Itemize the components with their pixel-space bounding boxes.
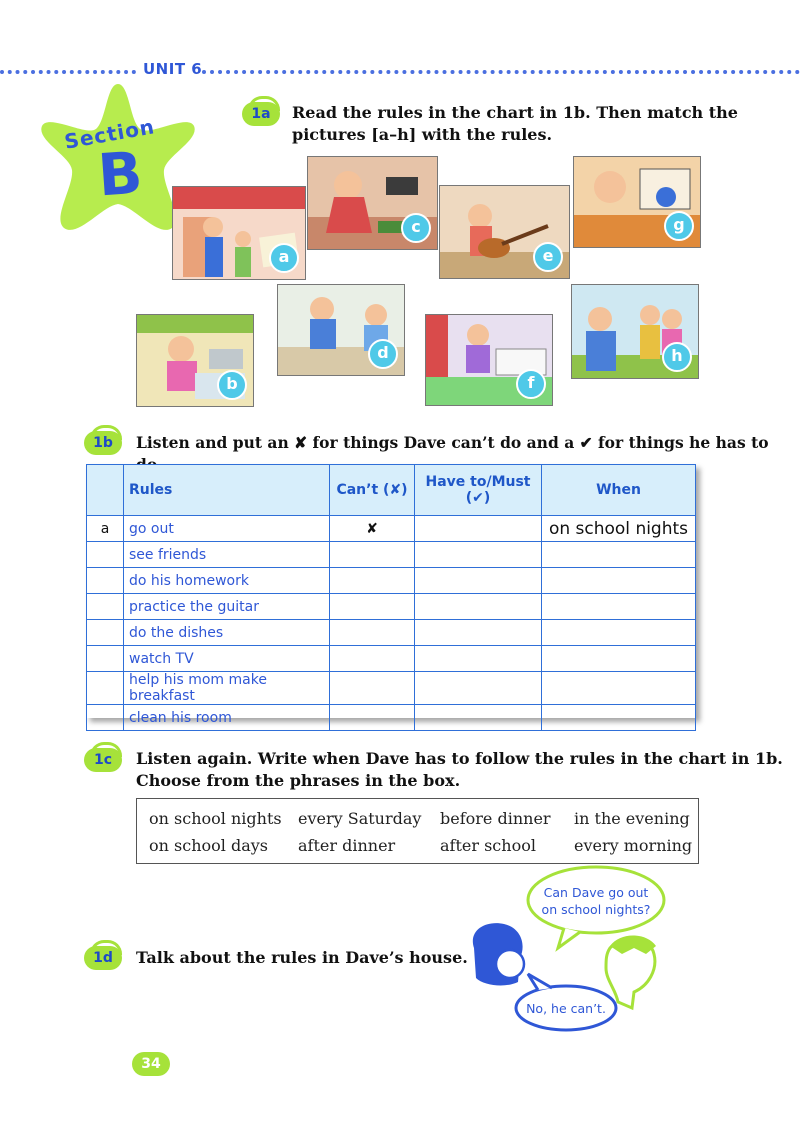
picture-e-tag: e [533,242,563,272]
activity-1c-line2: Choose from the phrases in the box. [136,771,461,790]
page-number: 34 [132,1052,170,1076]
header-dotted-line-right [202,70,800,74]
picture-c [307,156,438,250]
row-rule: help his mom make breakfast [124,672,330,705]
picture-b-tag: b [217,370,247,400]
row-rule: do his homework [124,568,330,594]
phrase-item: after dinner [298,836,396,855]
row-cant-cell[interactable] [330,568,415,594]
picture-g [573,156,701,248]
activity-1c-badge: 1c [84,748,122,772]
unit-label: UNIT 6 [143,60,203,78]
rules-table-wrap [86,464,696,726]
activity-1a-instruction [292,102,738,146]
row-when-cell[interactable] [542,646,696,672]
phrase-item: every Saturday [298,809,422,828]
phrase-item: after school [440,836,536,855]
picture-h [571,284,699,379]
header-when: When [542,465,696,516]
picture-a [172,186,306,280]
header-have-line2: (✔) [465,490,491,506]
row-rule: practice the guitar [124,594,330,620]
row-when-cell[interactable] [542,672,696,705]
table-row [87,672,696,705]
header-letter [87,465,124,516]
header-rules: Rules [124,465,330,516]
row-letter [87,620,124,646]
section-word: Section [62,114,157,154]
phrase-item: in the evening [574,809,690,828]
row-cant-cell[interactable] [330,620,415,646]
phrase-box [136,798,699,864]
row-letter: a [87,516,124,542]
row-have-cell[interactable] [415,542,542,568]
row-when-cell[interactable] [542,594,696,620]
picture-g-tag: g [664,211,694,241]
row-when-cell[interactable]: on school nights [542,516,696,542]
header-have-to [415,465,542,516]
activity-1c-line1: Listen again. Write when Dave has to follow the rules in the chart in 1b. [136,749,783,768]
row-cant-cell[interactable] [330,705,415,731]
answer-bubble-text: No, he can’t. [526,1001,606,1016]
row-letter [87,542,124,568]
table-row [87,542,696,568]
row-have-cell[interactable] [415,594,542,620]
row-rule: watch TV [124,646,330,672]
row-have-cell[interactable] [415,646,542,672]
activity-1d-badge: 1d [84,946,122,970]
rules-table-header [87,465,696,516]
activity-1a-line2: pictures [a–h] with the rules. [292,125,553,144]
row-have-cell[interactable] [415,620,542,646]
activity-1a-badge: 1a [242,102,280,126]
table-row [87,646,696,672]
row-have-cell[interactable] [415,705,542,731]
phrase-item: every morning [574,836,693,855]
row-have-cell[interactable] [415,516,542,542]
table-row [87,594,696,620]
row-rule: see friends [124,542,330,568]
picture-c-tag: c [401,213,431,243]
row-when-cell[interactable] [542,542,696,568]
row-cant-cell[interactable] [330,594,415,620]
phrase-item: on school nights [149,809,282,828]
table-row [87,568,696,594]
picture-d [277,284,405,376]
picture-f-tag: f [516,369,546,399]
picture-e [439,185,570,279]
row-cant-cell[interactable]: ✘ [330,516,415,542]
picture-f [425,314,553,406]
picture-d-tag: d [368,339,398,369]
header-dotted-line-left [0,70,136,74]
header-have-line1: Have to/Must [425,474,531,490]
row-letter [87,594,124,620]
section-letter: B [95,138,145,210]
row-letter [87,705,124,731]
row-letter [87,568,124,594]
header-cant: Can’t (✘) [330,465,415,516]
row-when-cell[interactable] [542,705,696,731]
row-have-cell[interactable] [415,568,542,594]
picture-a-tag: a [269,243,299,273]
question-line2: on school nights? [541,902,651,917]
activity-1b-badge: 1b [84,431,122,455]
activity-1c-instruction [136,748,783,792]
table-row [87,620,696,646]
picture-b [136,314,254,407]
question-line1: Can Dave go out [543,885,649,900]
activity-1b-instruction: Listen and put an ✘ for things Dave can’t do and a ✔ for things he has to [136,433,769,452]
row-rule: clean his room [124,705,330,731]
question-bubble-text [532,884,660,918]
table-row [87,516,696,542]
phrase-item: before dinner [440,809,551,828]
row-letter [87,646,124,672]
row-cant-cell[interactable] [330,542,415,568]
row-cant-cell[interactable] [330,646,415,672]
activity-1d-instruction: Talk about the rules in Dave’s house. [136,948,468,967]
row-when-cell[interactable] [542,568,696,594]
row-letter [87,672,124,705]
row-rule: do the dishes [124,620,330,646]
phrase-item: on school days [149,836,268,855]
activity-1a-line1: Read the rules in the chart in 1b. Then match the [292,103,738,122]
rules-table [86,464,696,731]
row-rule: go out [124,516,330,542]
row-cant-cell[interactable] [330,672,415,705]
picture-h-tag: h [662,342,692,372]
row-when-cell[interactable] [542,620,696,646]
table-row [87,705,696,731]
row-have-cell[interactable] [415,672,542,705]
